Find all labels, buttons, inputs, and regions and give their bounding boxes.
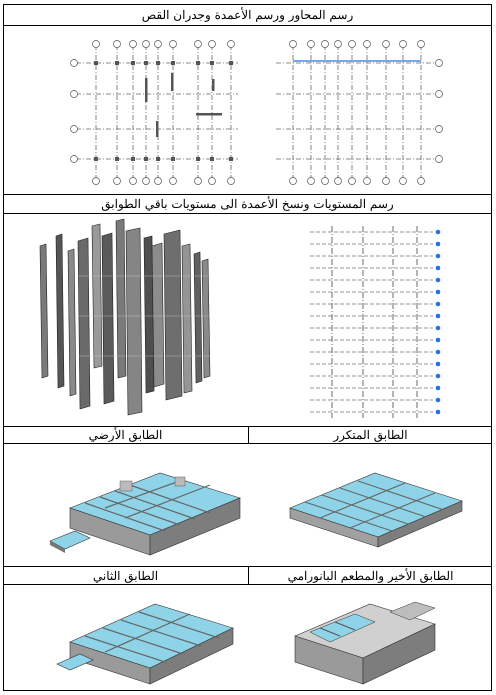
- section-caption-axes: رسم المحاور ورسم الأعمدة وجدران القص: [141, 8, 354, 22]
- label-ground-floor: الطابق الأرضي: [88, 428, 163, 442]
- ground-floor-3d: [45, 463, 245, 563]
- label-second-floor: الطابق الثاني: [92, 569, 159, 583]
- table-rule: [3, 25, 492, 26]
- levels-elevation: [305, 222, 445, 422]
- label-top-floor: الطابق الأخير والمطعم البانورامي: [287, 569, 454, 583]
- table-rule: [3, 443, 492, 444]
- grid-plan-right: [268, 33, 448, 188]
- table-rule: [3, 194, 492, 195]
- second-floor-3d: [55, 592, 240, 688]
- table-rule: [3, 213, 492, 214]
- columns-3d-view: [30, 216, 220, 424]
- section-caption-levels: رسم المستويات ونسخ الأعمدة الى مستويات باقي الطوابق: [101, 197, 394, 211]
- label-typical-floor: الطابق المتكرر: [333, 428, 408, 442]
- grid-plan-left: [60, 33, 245, 188]
- top-floor-3d: [285, 592, 445, 688]
- table-rule: [3, 584, 492, 585]
- typical-floor-3d: [280, 463, 470, 563]
